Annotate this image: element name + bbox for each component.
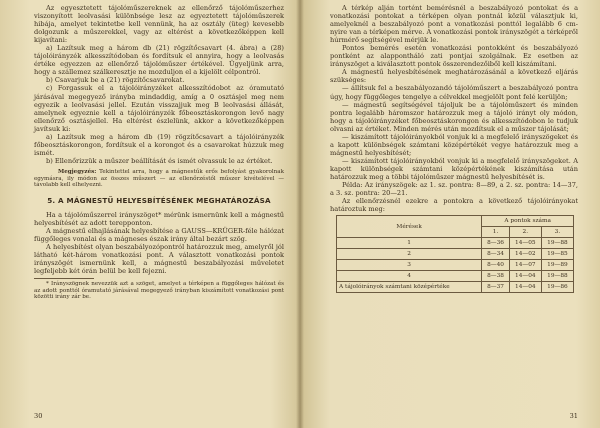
table-cell: 14—04 [509, 271, 541, 282]
table-row [337, 238, 574, 249]
paragraph: a) Lazítsuk meg a három db (21) rögzítőcsavart (4. ábra) a (28) tájolóirányzék alkesszítódoban és fordítsuk el annyira, hogy a leolvasás értéke egyezzen az ellenőrző tájolóműszer értékével. Ügyeljünk arra, hogy a szállemez szálkeresztje ne mozduljon el a kijelölt célpontról. [34, 44, 284, 77]
table-cell: 8—37 [482, 282, 509, 293]
table-cell: 14—04 [509, 282, 541, 293]
summary-label: A tájolóirányok számtani középértéke [337, 282, 482, 293]
table-cell: 19—86 [541, 282, 573, 293]
col-header-measurements: Mérések [337, 216, 482, 238]
left-intro [34, 4, 284, 165]
row-id: 4 [337, 271, 482, 282]
row-id: 3 [337, 260, 482, 271]
paragraph: b) Csavarjuk be a (21) rögzítőcsavarokat. [46, 76, 185, 85]
paragraph: A mágnestű helyesbítésének meghatározásánál a következő eljárás szükséges: [330, 68, 578, 85]
paragraph: Az egyesztetett tájolóműszereknek az ellenőrző tájolóműszerhez viszonyított leolvasási különbsége lesz az egyeztetett tájolóműszerek hibája, amelyet tekintetbe kell vennünk, ha az osztály (üteg) kevesebb dolgozunk a műszerekkel, vagy az eltérést a következőképpen kell kijavítani: [34, 4, 284, 45]
paragraph: c) Forgassuk el a tájolóirányzéket alkesszítódobot az óramutató járásával megegyező irányba mindaddig, amíg a 0 osztásjel meg nem egyezik a leolvasási jellel. Ezután visszajjuk meg B leolvasási állását, amelynek egyeznie kell a tájolóirányzék főbeosztáskorongon levő nagy ellenőrző osztásjellel. Ha eltérést észlelünk, akkor a következőképpen javítsuk ki: [34, 84, 284, 133]
paragraph: a) Lazítsuk meg a három db (19) rögzítőcsavart a tájolóirányzék főbeosztáskorongon, fordítsuk el a korongot és a csavarokat húzzuk meg ismét. [34, 132, 284, 157]
table-summary-row [337, 282, 574, 293]
paragraph: Pontos bemérés esetén vonatkozási pontokként és beszabályozó pontként az alappontháló zati pontjai szolgálnak. Ez esetben az irányszöget a kiválasztott pontok összerendezőiből kell kiszámítani. [330, 44, 578, 69]
right-body [330, 4, 578, 213]
paragraph: A térkép alján tortént bemérésnél a beszabályozó pontokat és a vonatkozási pontokat a térképen olyan pontnál közül választjuk ki, amelyeknél a beszabályozó pont a vonatkozási ponttól legalább 6 cm-nyire van a térképen mérve. A vonatkozási pontok irányszögét a térképről húrmérő segítségével mérjük le. [330, 4, 578, 45]
measurement-table [336, 215, 574, 293]
page-number: 31 [569, 412, 578, 420]
note-label: Megjegyzés: [58, 168, 97, 175]
note [34, 169, 284, 189]
left-section-body [34, 211, 284, 275]
row-id: 2 [337, 249, 482, 260]
paragraph: — kiszámított tájolóirányokból vonjuk ki a megfelelő irányszögeket és a kapott különbségek számtani középértékét vegye határozzuk meg a mágnestű helyesbítését; [330, 132, 578, 157]
col-header-points: A pontok száma [482, 216, 574, 227]
table-cell: 8—40 [482, 260, 509, 271]
paragraph: Az ellenőrzésnél ezekre a pontokra a következő tájolóirányokat határoztuk meg: [330, 197, 578, 214]
paragraph: Ha a tájolóműszerrel irányszöget* mérünk ismernünk kell a mágnestű helyesbítését az adott terepponton. [34, 210, 284, 227]
table-cell: 8—38 [482, 271, 509, 282]
footnote-divider [34, 278, 94, 279]
paragraph: A mágnestű elhajlásának helyesbítése a GAUSS—KRÜGER-féle hálózat függőleges vonalai és a mágneses észak irány által bezárt szög. [34, 226, 284, 243]
page-number: 30 [34, 412, 43, 420]
table-row [337, 249, 574, 260]
row-id: 1 [337, 238, 482, 249]
table-cell: 19—85 [541, 249, 573, 260]
footnote: * Irányszögnek nevezzük azt a szöget, amelyet a térképen a függőleges hálózat és az adott ponttól óramutató járásával megegyező irányban kiszámított vonatkozási pont közötti irány zár be. [34, 281, 284, 301]
paragraph: — mágnestű segítségével tájoljuk be a tájolóműszert és minden pontra legalább háromszor határozzuk meg a tájoló irányt oly módon, hogy a tájolóirányzéket főbeosztáskorongon és alkesszítódobon le tudjuk olvasni az értéket. Minden mérés után mozdítsuk el a műszer tájolását; [330, 100, 578, 133]
table-row [337, 260, 574, 271]
subheader-point: 2. [509, 227, 541, 238]
right-page [300, 0, 600, 428]
paragraph: — kiszámított tájolóirányokból vonjuk ki a megfelelő irányszögeket. A kapott különbségek számtani középértékének kiszámítása után határozzuk meg a többi tájolóműszer mágnestű helyesbítését is. [330, 156, 578, 181]
subheader-point: 1. [482, 227, 509, 238]
section-heading: 5. A MÁGNESTŰ HELYESBÍTÉSÉNEK MEGHATÁROZÁSA [47, 195, 271, 205]
table-row [337, 271, 574, 282]
table-cell: 8—36 [482, 238, 509, 249]
paragraph: Példa: Az irányszögek: az 1. sz. pontra: 8—89, a 2. sz. pontra: 14—37, a 3. sz. pontra: 20—21. [330, 181, 578, 198]
table-cell: 19—89 [541, 260, 573, 271]
paragraph: b) Ellenőrizzük a műszer beállítását és ismét olvassuk le az értéket. [46, 156, 273, 165]
table-cell: 19—88 [541, 238, 573, 249]
table-cell: 19—88 [541, 271, 573, 282]
book-gutter [296, 0, 304, 428]
table-cell: 14—05 [509, 238, 541, 249]
subheader-point: 3. [541, 227, 573, 238]
note-text: Tekintettel arra, hogy a mágnestűk erős befolyást gyakorolnak egymásra, ily módon az összes műszert — az ellenőrzéstől műszer kivételével — távolabb kell elhelyezni. [34, 168, 284, 189]
table-cell: 14—07 [509, 260, 541, 271]
table-cell: 14—02 [509, 249, 541, 260]
paragraph: — állítsuk fel a beszabályozandó tájolóműszert a beszabályozó pontra úgy, hogy függőleges tengelye a célvekkel megjelölt pont felé kerüljön; [330, 84, 578, 101]
paragraph: A helyesbítést olyan beszabályozópontról határozzuk meg, amelyről jól látható két-három vonatkozási pont. A választott vonatkozási pontok irányszögét ismernünk kell, a mágnestű beszabályozási műveletet legfeljebb két órán belül be kell fejezni. [34, 242, 284, 276]
table-cell: 8—34 [482, 249, 509, 260]
